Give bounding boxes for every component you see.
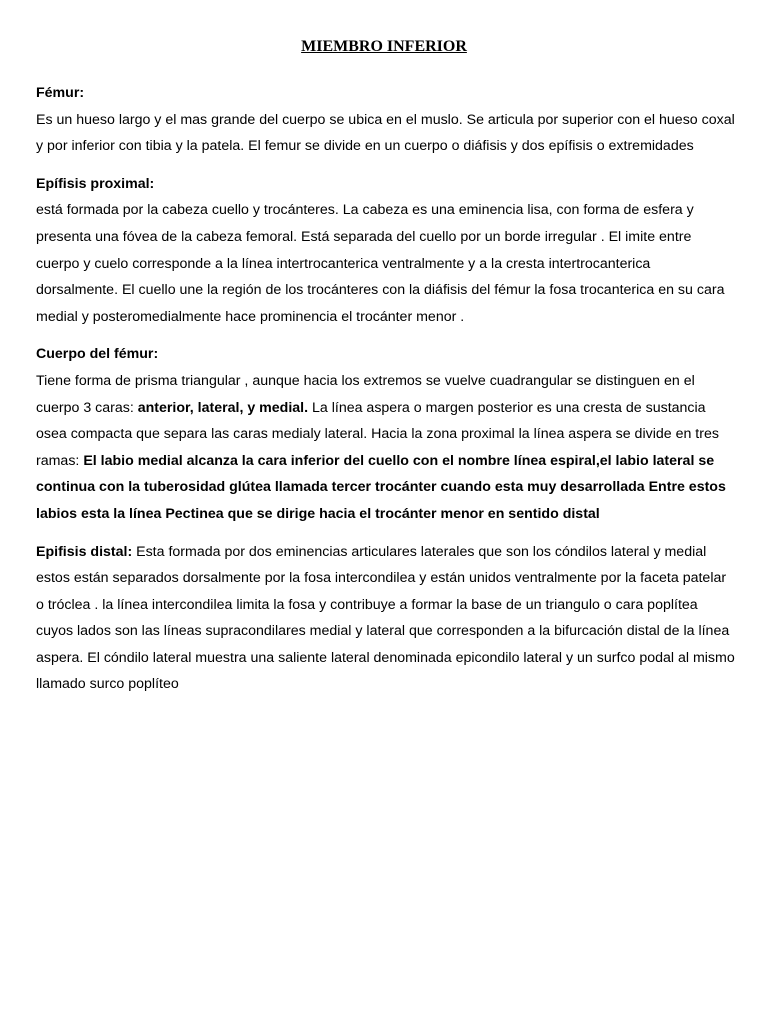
paragraph-cuerpo-femur xyxy=(36,368,736,528)
section-heading-femur: Fémur: xyxy=(36,85,85,101)
document-body xyxy=(36,80,736,709)
text-run: Tiene forma de prisma triangular , aunque hacia los extremos se vuelve cuadrangular se distinguen en el cuerpo 3 caras: xyxy=(36,372,695,416)
page-title: MIEMBRO INFERIOR xyxy=(301,38,467,55)
paragraph-epifisis-distal xyxy=(36,539,736,699)
section-heading-epifisis-distal: Epifisis distal: xyxy=(36,543,133,560)
section-heading-cuerpo-femur: Cuerpo del fémur: xyxy=(36,346,159,363)
section-epifisis-proximal xyxy=(36,171,736,331)
section-femur xyxy=(36,80,736,160)
text-run: Esta formada por dos eminencias articulares laterales que son los cóndilos lateral y medial estos están separados dorsalmente por la fosa intercondilea y están unidos ventralmente por la faceta patelar o tróclea . la línea intercondilea limita la fosa y contribuye a formar la base de un triangulo o cara poplítea cuyos lados son las líneas supracondilares medial y lateral que corresponden a la bifurcación distal de la línea aspera. El cóndilo lateral muestra una saliente lateral denominada epicondilo lateral y un surfco podal al mismo llamado surco poplíteo xyxy=(36,543,735,693)
paragraph-epifisis-proximal: está formada por la cabeza cuello y trocánteres. La cabeza es una eminencia lisa, con forma de esfera y presenta una fóvea de la cabeza femoral. Está separada del cuello por un borde irregular . El imite entre cuerpo y cuelo corresponde a la línea intertrocanterica ventralmente y a la cresta intertrocanterica dorsalmente. El cuello une la región de los trocánteres con la diáfisis del fémur la fosa trocanterica en su cara medial y posteromedialmente hace prominencia el trocánter menor . xyxy=(36,202,725,325)
text-run: La línea aspera o margen posterior es una cresta de sustancia osea compacta que separa las caras medialy lateral. Hacia la zona proximal la línea aspera se divide en tres ramas: xyxy=(36,399,719,469)
section-heading-epifisis-proximal: Epífisis proximal: xyxy=(36,175,155,192)
paragraph-femur: Es un hueso largo y el mas grande del cuerpo se ubica en el muslo. Se articula por superior con el hueso coxal y por inferior con tibia y la patela. El femur se divide en un cuerpo o diáfisis y dos epífisis o extremidades xyxy=(36,111,735,155)
bold-run-ramas: El labio medial alcanza la cara inferior del cuello con el nombre línea espiral,el labio lateral se continua con la tuberosidad glútea llamada tercer trocánter cuando esta muy desarrollada Entre estos labios esta la línea Pectinea que se dirige hacia el trocánter menor en sentido distal xyxy=(36,452,726,522)
bold-run-caras: anterior, lateral, y medial. xyxy=(137,399,309,416)
section-cuerpo-femur xyxy=(36,341,736,527)
section-epifisis-distal xyxy=(36,539,736,699)
